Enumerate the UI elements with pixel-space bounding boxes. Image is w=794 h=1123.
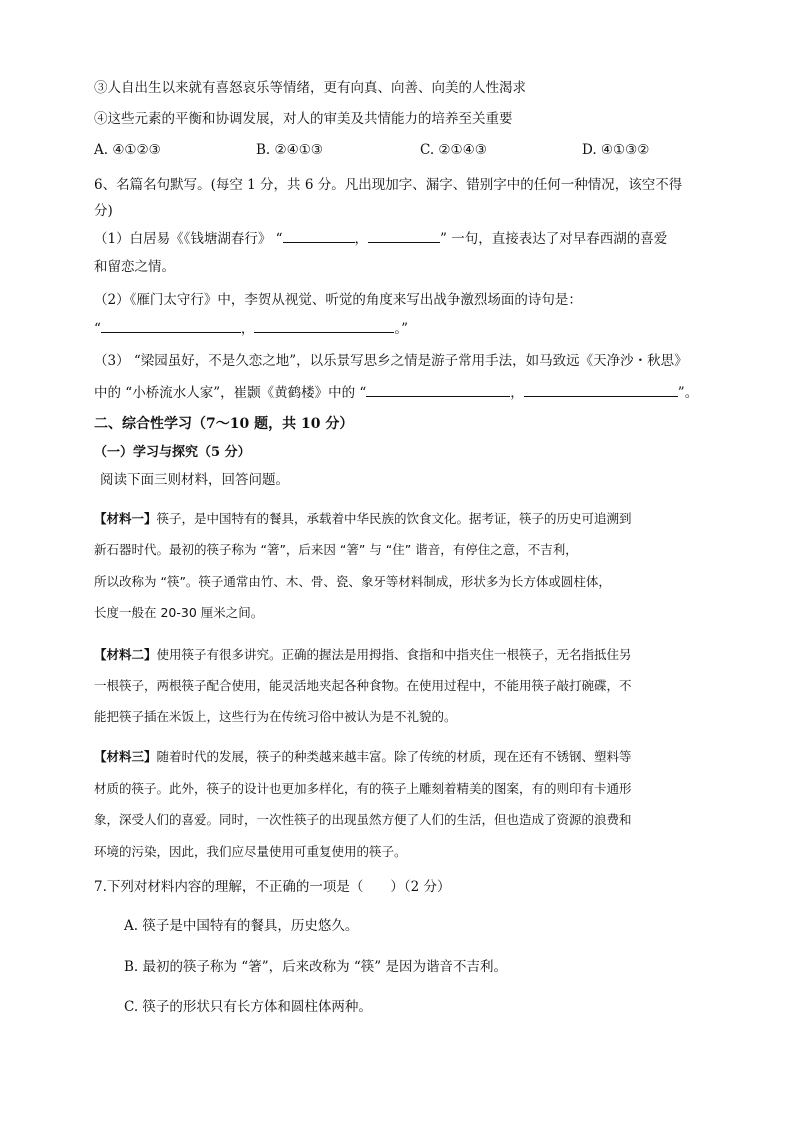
q6-part2-close-quote: 。” [394,321,409,337]
q6-part1-suffix: ” 一句，直接表达了对早春西湖的喜爱 [440,231,668,247]
q5-statement-3: ③人自出生以来就有喜怒哀乐等情绪，更有向真、向善、向美的人性渴求 [94,80,526,96]
q5-option-d[interactable]: D. ④①③② [582,142,650,158]
reading-instruction: 阅读下面三则材料，回答问题。 [100,472,289,488]
q7-choice-b[interactable]: B. 最初的筷子称为 “箸”，后来改称为 “筷” 是因为谐音不吉利。 [124,959,507,975]
material-3-line2: 材质的筷子。此外，筷子的设计也更加多样化，有的筷子上雕刻着精美的图案，有的则印有卡通形 [94,781,632,796]
q7-choice-c[interactable]: C. 筷子的形状只有长方体和圆柱体两种。 [124,999,372,1015]
material-2-line1 [94,645,632,665]
q5-option-b[interactable]: B. ②④①③ [256,142,323,158]
material-1-line2: 新石器时代。最初的筷子称为 “箸”，后来因 “箸” 与 “住” 谐音，有停住之意，不吉利， [94,542,578,557]
material-1-line3: 所以改称为 “筷”。筷子通常由竹、木、骨、瓷、象牙等材料制成，形状多为长方体或圆柱体， [94,574,611,589]
material-3-tag: 【材料三】 [94,749,157,764]
q6-part2-line1: （2）《雁门太守行》中，李贺从视觉、听觉的角度来写出战争激烈场面的诗句是： [94,292,582,308]
q6-part2-blank2[interactable] [254,318,394,333]
q6-part2-open-quote: “ [94,321,101,337]
material-1-tag: 【材料一】 [94,511,157,526]
q7-choice-a[interactable]: A. 筷子是中国特有的餐具，历史悠久。 [124,918,359,934]
q7-stem: 7.下列对材料内容的理解，不正确的一项是（ ）（2 分） [94,879,451,895]
material-1-line1 [94,509,632,529]
q6-part3-sep: ， [510,385,524,401]
q6-part1-sep: ， [354,231,369,247]
section2-heading: 二、综合性学习（7～10 题，共 10 分） [94,416,354,432]
material-2-line3: 能把筷子插在米饭上，这些行为在传统习俗中被认为是不礼貌的。 [94,709,457,724]
q6-part1-line2: 和留恋之情。 [94,259,175,275]
q6-part3-line2 [94,382,698,403]
material-2-text: 使用筷子有很多讲究。正确的握法是用拇指、食指和中指夹住一根筷子，无名指抵住另 [156,647,632,662]
q6-part1-blank1[interactable] [283,228,355,243]
material-2-line2: 一根筷子，两根筷子配合使用，能灵活地夹起各种食物。在使用过程中，不能用筷子敲打碗碟，不 [94,678,632,693]
q5-options [94,142,714,162]
q6-part1-blank2[interactable] [368,228,440,243]
q6-part3-blank2[interactable] [524,382,678,397]
q6-part1 [94,228,667,249]
q5-statement-4: ④这些元素的平衡和协调发展，对人的审美及共情能力的培养至关重要 [94,111,513,127]
q6-part1-prefix: （1）白居易《《钱塘湖春行》 “ [94,231,283,247]
q6-part3-prefix: 中的 “小桥流水人家”，崔颢《黄鹤楼》中的 “ [94,385,367,401]
material-3-line3: 象，深受人们的喜爱。同时，一次性筷子的出现虽然方便了人们的生活，但也造成了资源的浪费和 [94,812,632,827]
q6-part2-answer [94,318,408,339]
q6-part3-suffix: ”。 [677,385,699,401]
material-3-line4: 环境的污染，因此，我们应尽量使用可重复使用的筷子。 [94,844,407,859]
material-1-line4: 长度一般在 20-30 厘米之间。 [94,605,264,620]
material-2-tag: 【材料二】 [94,647,157,662]
q6-stem-line1: 6、名篇名句默写。(每空 1 分，共 6 分。凡出现加字、漏字、错别字中的任何一种情况，该空不得 [94,177,683,193]
material-3-text: 随着时代的发展，筷子的种类越来越丰富。除了传统的材质，现在还有不锈钢、塑料等 [156,749,632,764]
material-3-line1 [94,747,632,767]
q5-option-c[interactable]: C. ②①④③ [420,142,487,158]
q6-part2-blank1[interactable] [101,318,241,333]
section2-subheading: （一）学习与探究（5 分） [94,445,251,460]
q6-part2-sep: ， [240,321,255,337]
q6-part3-line1: （3） “梁园虽好，不是久恋之地”，以乐景写思乡之情是游子常用手法，如马致远《天净沙・秋思》 [94,353,688,369]
q6-stem-line2: 分) [94,203,113,219]
material-1-text: 筷子，是中国特有的餐具，承载着中华民族的饮食文化。据考证，筷子的历史可追溯到 [156,511,632,526]
q6-part3-blank1[interactable] [366,382,510,397]
q5-option-a[interactable]: A. ④①②③ [94,142,161,158]
